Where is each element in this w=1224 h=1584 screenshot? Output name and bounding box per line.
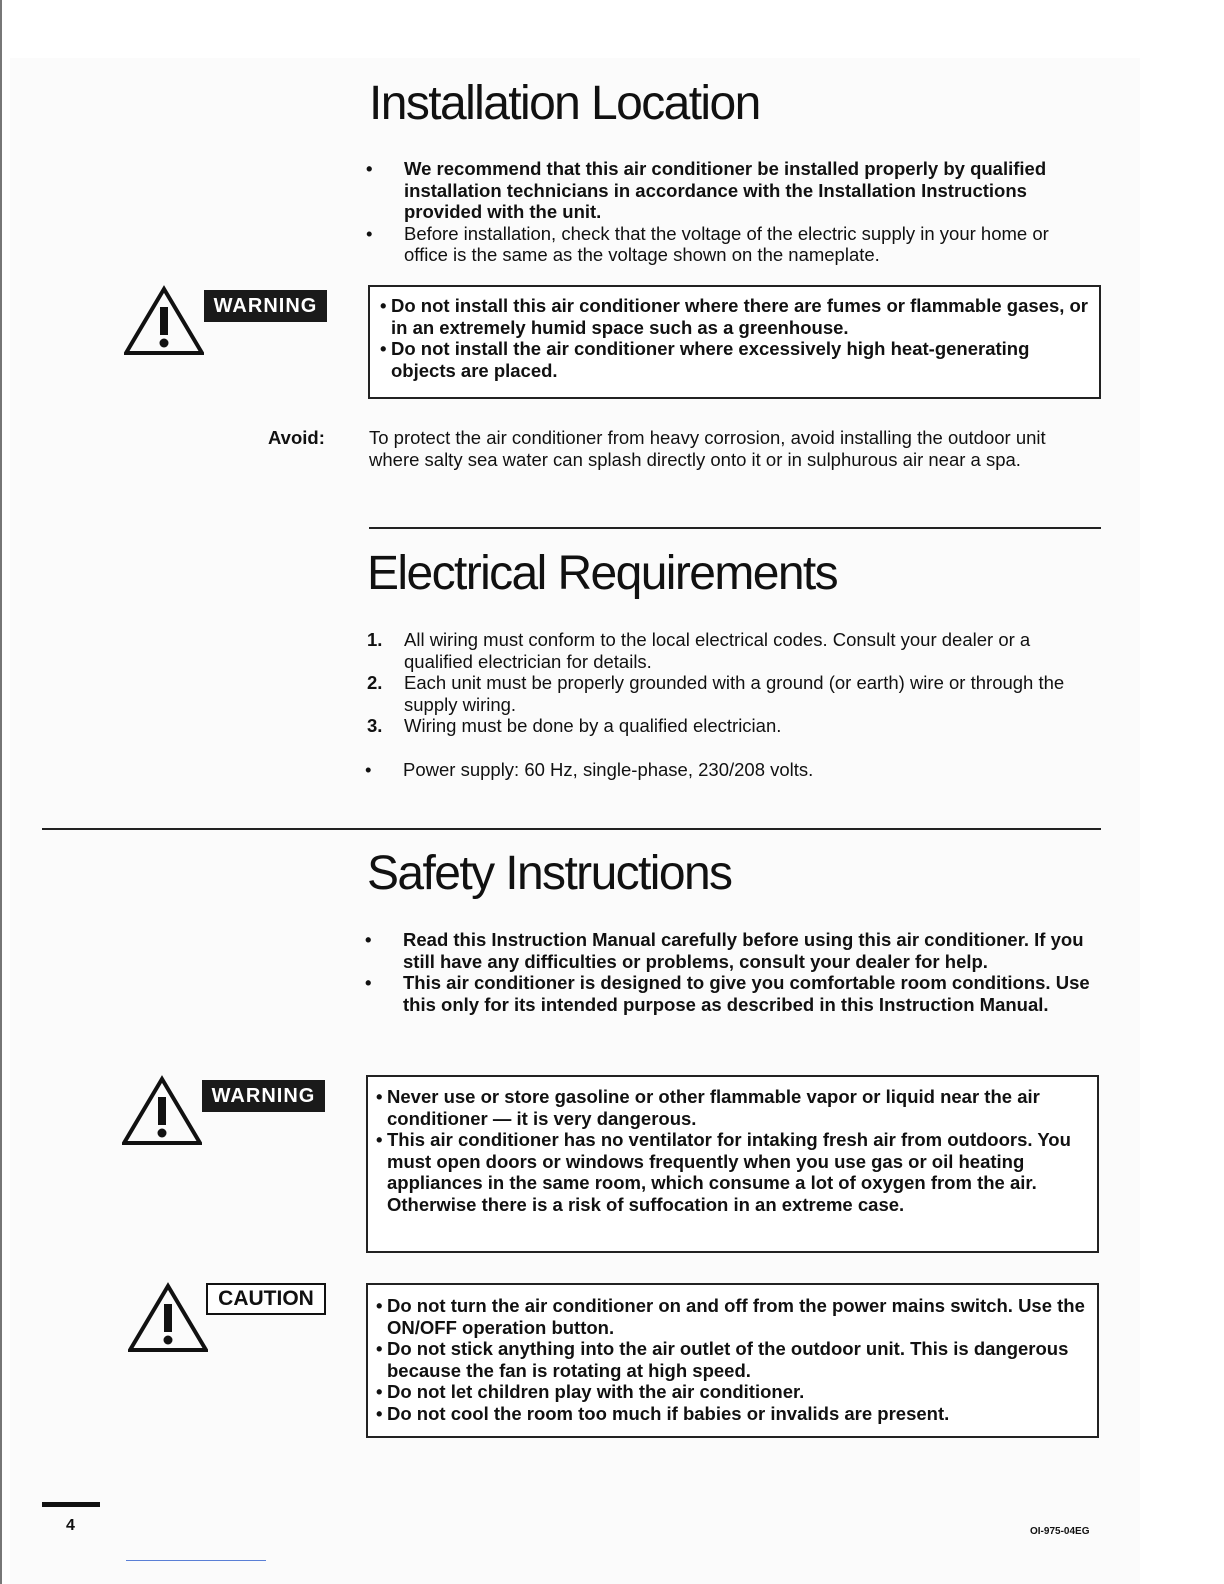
warning-triangle-icon xyxy=(122,1075,202,1147)
warning-badge: WARNING xyxy=(204,290,327,322)
list-item: • Power supply: 60 Hz, single-phase, 230/208 volts. xyxy=(365,759,814,780)
list-item: • This air conditioner has no ventilator for intaking fresh air from outdoors. You must open doors or windows frequently when you use gas or oil heating appliances in the same room, which consume a lot of oxygen from the air. Otherwise there is a risk of suffocation in an extreme case. xyxy=(376,1129,1071,1215)
installation-bullets xyxy=(367,158,1082,266)
list-item: • Before installation, check that the voltage of the electric supply in your home or office is the same as the voltage shown on the nameplate. xyxy=(366,222,1049,265)
warning-triangle-icon xyxy=(124,285,204,357)
list-item: • Do not turn the air conditioner on and off from the power mains switch. Use the ON/OFF operation button. xyxy=(376,1295,1085,1338)
list-item: • Do not cool the room too much if babies or invalids are present. xyxy=(376,1402,950,1424)
list-item: 1. All wiring must conform to the local electrical codes. Consult your dealer or a qualified electrician for details. xyxy=(367,629,1031,672)
caution-triangle-icon xyxy=(128,1282,208,1354)
safety-warning-box xyxy=(366,1075,1099,1253)
electrical-title: Electrical Requirements xyxy=(367,547,838,600)
power-supply-list xyxy=(366,759,1076,781)
installation-warning-box xyxy=(368,285,1101,399)
list-item: • We recommend that this air conditioner be installed properly by qualified installation technicians in accordance with the Installation Instructions provided with the unit. xyxy=(366,158,1047,222)
document-code: OI-975-04EG xyxy=(1030,1526,1090,1537)
list-item: • Do not install the air conditioner where excessively high heat-generating objects are placed. xyxy=(380,338,1030,381)
safety-title: Safety Instructions xyxy=(367,847,732,900)
list-item: • Do not let children play with the air conditioner. xyxy=(376,1381,805,1402)
list-item: • Do not stick anything into the air outlet of the outdoor unit. This is dangerous because the fan is rotating at high speed. xyxy=(376,1338,1069,1381)
page-number: 4 xyxy=(66,1517,75,1534)
safety-bullets xyxy=(366,929,1096,1015)
section-divider xyxy=(369,527,1101,529)
section-divider xyxy=(42,828,1101,830)
page-edge xyxy=(0,0,2,1584)
caution-badge: CAUTION xyxy=(206,1283,326,1315)
installation-title: Installation Location xyxy=(369,77,760,130)
avoid-label: Avoid: xyxy=(268,427,325,448)
warning-badge: WARNING xyxy=(202,1080,325,1112)
avoid-text: To protect the air conditioner from heavy corrosion, avoid installing the outdoor unit where salty sea water can splash directly onto it or in sulphurous air near a spa. xyxy=(369,427,1046,470)
electrical-numbered-list xyxy=(367,629,1077,737)
list-item: • Read this Instruction Manual carefully before using this air conditioner. If you still have any difficulties or problems, consult your dealer for help. xyxy=(365,929,1084,972)
list-item: • Never use or store gasoline or other flammable vapor or liquid near the air conditioner — it is very dangerous. xyxy=(376,1086,1040,1129)
safety-caution-box xyxy=(366,1283,1099,1438)
list-item: 3. Wiring must be done by a qualified electrician. xyxy=(367,715,782,736)
list-item: • Do not install this air conditioner where there are fumes or flammable gases, or in an extremely humid space such as a greenhouse. xyxy=(380,295,1089,338)
list-item: 2. Each unit must be properly grounded with a ground (or earth) wire or through the supply wiring. xyxy=(367,672,1065,715)
footer-bar xyxy=(42,1502,100,1507)
blue-underline xyxy=(126,1560,266,1561)
list-item: • This air conditioner is designed to give you comfortable room conditions. Use this only for its intended purpose as described in this Instruction Manual. xyxy=(365,972,1090,1015)
